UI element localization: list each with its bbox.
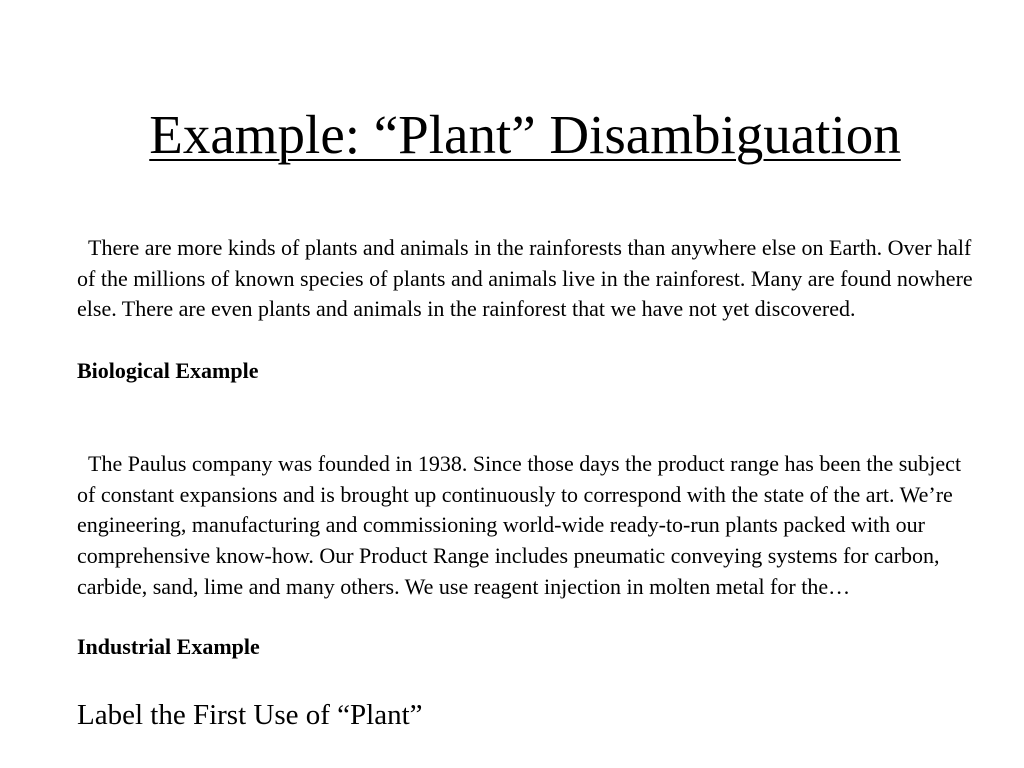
slide-title bbox=[0, 100, 1024, 170]
industrial-example-label: Industrial Example bbox=[77, 634, 260, 659]
biological-example-text: There are more kinds of plants and animals in the rainforests than anywhere else on Earth. Over half of the millions of known species of plants and animals live in the rainforest. Many are found nowhere else. There are even plants and animals in the rainforest that we have not yet discovered. bbox=[77, 235, 979, 322]
industrial-example-text: The Paulus company was founded in 1938. Since those days the product range has been the subject of constant expansions and is brought up continuously to correspond with the state of the art. We’re engineering, manufacturing and commissioning world-wide ready-to-run plants packed with our comprehensive know-how. Our Product Range includes pneumatic conveying systems for carbon, carbide, sand, lime and many others. We use reagent injection in molten metal for the… bbox=[77, 451, 967, 599]
biological-example-label: Biological Example bbox=[77, 358, 259, 383]
task-instruction: Label the First Use of “Plant” bbox=[77, 699, 423, 731]
slide-title-text: Example: “Plant” Disambiguation bbox=[149, 104, 901, 165]
